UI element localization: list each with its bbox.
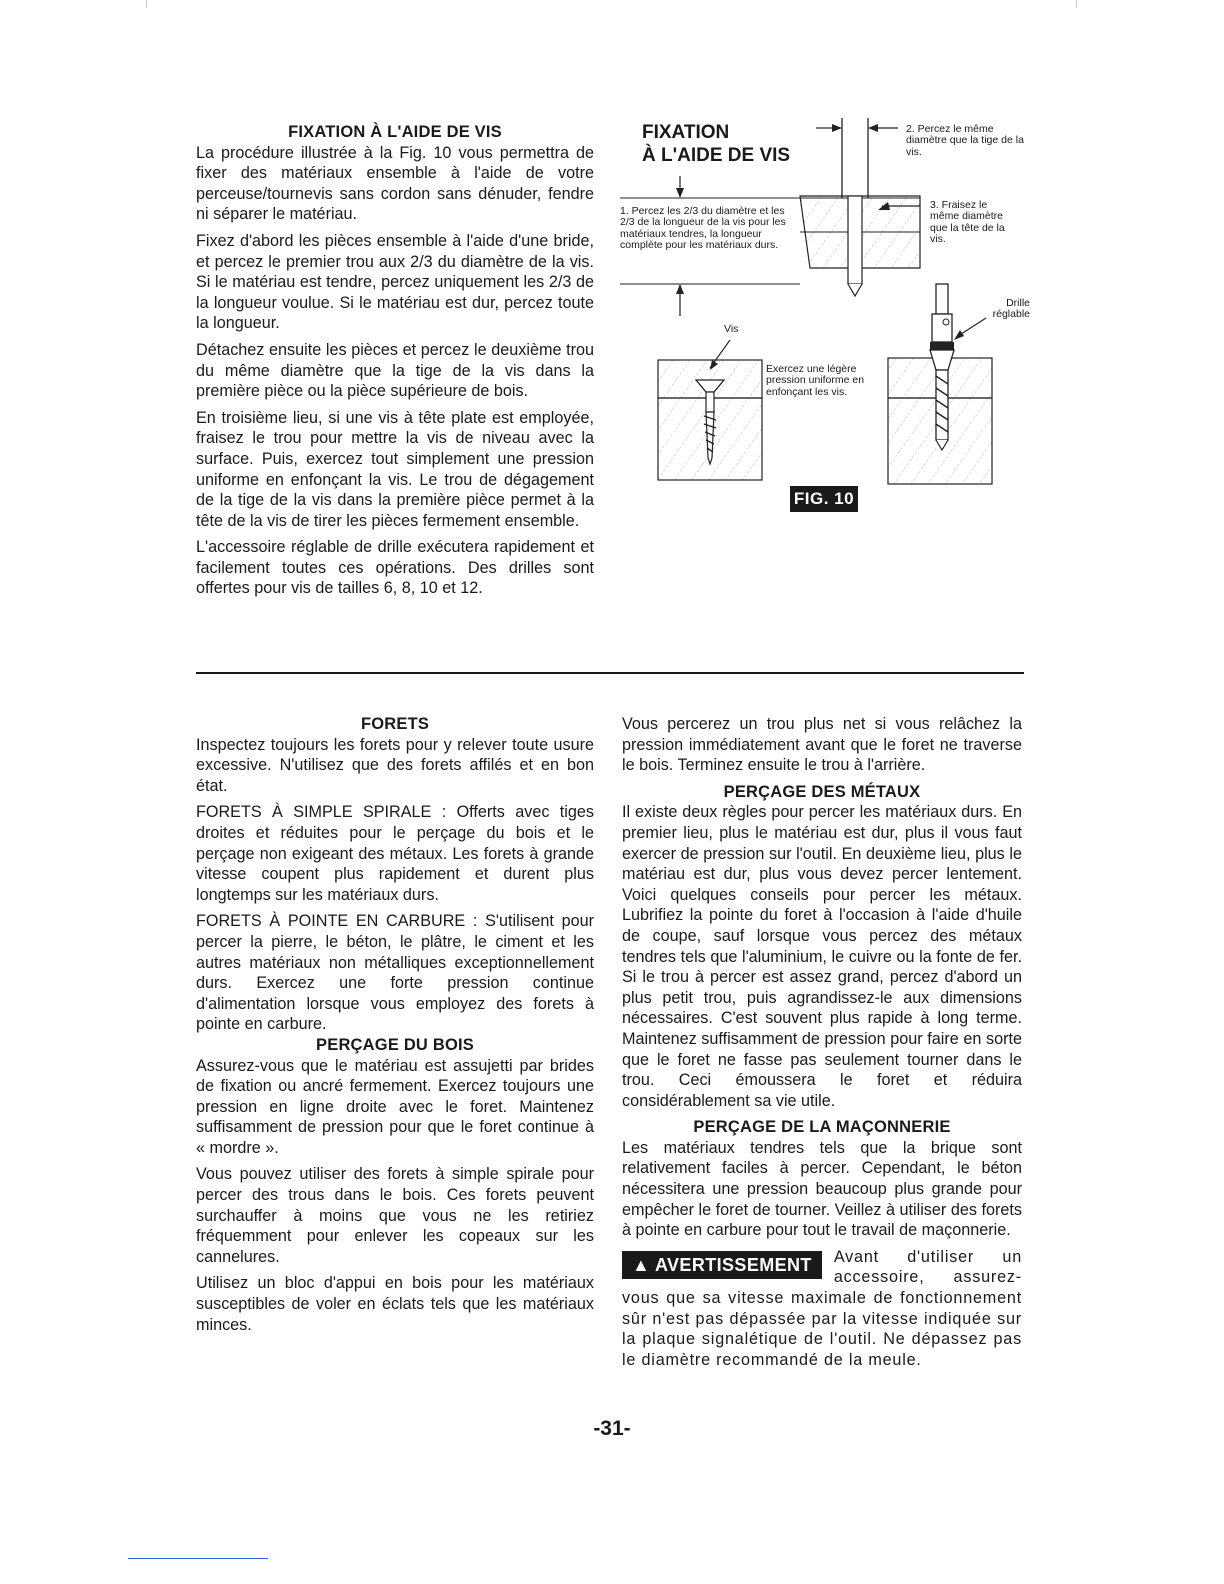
figure-10 xyxy=(620,118,1030,518)
warning-badge: ▲ AVERTISSEMENT xyxy=(622,1251,822,1280)
right-column xyxy=(622,714,1022,1370)
paragraph: Les matériaux tendres tels que la brique sont relativement faciles à percer. Cependant, le béton nécessitera une pression beaucoup plus grande pour empêcher le foret de tourner. Veillez à utiliser des forets à pointe en carbure pour tout le travail de maçonnerie. xyxy=(622,1138,1022,1240)
paragraph: Vous percerez un trou plus net si vous relâchez la pression immédiatement avant que le foret ne traverse le bois. Terminez ensuite le trou à l'arrière. xyxy=(622,715,1022,775)
step2-label: 2. Percez le même diamètre que la tige de la vis. xyxy=(906,123,1024,158)
page-number: -31- xyxy=(593,1417,631,1440)
paragraph: Vous pouvez utiliser des forets à simple spirale pour percer des trous dans le bois. Ces forets peuvent surchauffer à moins que vous ne les retiriez fréquemment pour enlever les copeaux sur les cannelures. xyxy=(196,1165,594,1266)
warning-text: Avant d'utiliser un accessoire, assurez-vous que sa vitesse maximale de fonctionnement sûr n'est pas dépassée par la vitesse indiquée sur la plaque signalétique de l'outil. Ne dépassez pas le diamètre recommandé de la meule. xyxy=(622,1247,1022,1369)
section-heading: FIXATION À L'AIDE DE VIS xyxy=(288,123,502,141)
paragraph: FORETS À SIMPLE SPIRALE : Offerts avec tiges droites et réduites pour le perçage du bois et le perçage non exigeant des métaux. Les forets à grande vitesse coupent plus rapidement et durent plus longtemps sur les matériaux durs. xyxy=(196,803,594,904)
adjustable-drill-label: Drille réglable xyxy=(992,297,1030,321)
paragraph: L'accessoire réglable de drille exécutera rapidement et facilement toutes ces opérations. Des drilles sont offertes pour vis de tailles 6, 8, 10 et 12. xyxy=(196,538,594,598)
figure-title-line2: À L'AIDE DE VIS xyxy=(642,145,791,166)
pilot-hole xyxy=(848,196,862,284)
paragraph: La procédure illustrée à la Fig. 10 vous permettra de fixer des matériaux ensemble à l'aide de votre perceuse/tournevis sans cordon sans dénuder, fendre ni séparer le matériau. xyxy=(196,143,594,224)
section-divider xyxy=(196,672,1024,674)
forets-heading: FORETS xyxy=(360,715,430,733)
wood-drilling-heading: PERÇAGE DU BOIS xyxy=(316,1035,474,1054)
paragraph: Il existe deux règles pour percer les matériaux durs. En premier lieu, plus le matériau est dur, plus il vous faut exercer de pression sur l'outil. En deuxième lieu, plus le matériau est dur, plus vous devez percer lentement. Voici quelques conseils pour percer les métaux. Lubrifiez la pointe du foret à l'occasion à l'aide d'huile de coupe, sauf lorsque vous percez des métaux tendres tels que l'aluminium, le cuivre ou la fonte de fer. Si le trou à percer est assez grand, percez d'abord un plus petit trou, puis agrandissez-le aux dimensions nécessaires. C'est souvent plus rapide à long terme. Maintenez suffisamment de pression pour faire en sorte que le foret ne fasse pas seulement tourner dans le trou. Ceci émoussera le foret et réduira considérablement sa vie utile. xyxy=(622,803,1022,1110)
masonry-drilling-heading: PERÇAGE DE LA MAÇONNERIE xyxy=(693,1118,951,1137)
paragraph: FORETS À POINTE EN CARBURE : S'utilisent pour percer la pierre, le béton, le plâtre, le ciment et les autres matériaux non métalliques exceptionnellement durs. Exercez une forte pression continue d'alimentation lorsque vous employez des forets à pointe en carbure. xyxy=(196,912,594,1034)
step3-label: 3. Fraisez le même diamètre que la tête de la vis. xyxy=(930,199,1005,246)
screw-label: Vis xyxy=(724,323,739,335)
paragraph: En troisième lieu, si une vis à tête plate est employée, fraisez le trou pour mettre la vis de niveau avec la surface. Puis, exercez tout simplement une pression uniforme en enfonçant la vis. Le trou de dégagement de la tige de la vis dans la première pièce permet à la tête de la vis de tirer les pièces fermement ensemble. xyxy=(196,408,594,530)
screw-fixing-illustration xyxy=(620,118,1030,518)
figure-title-line1: FIXATION xyxy=(642,122,730,143)
left-column xyxy=(196,714,594,1341)
screw-fixing-section xyxy=(196,122,594,605)
paragraph: Utilisez un bloc d'appui en bois pour les matériaux susceptibles de voler en éclats tels que les matériaux minces. xyxy=(196,1274,594,1334)
figure-badge: FIG. 10 xyxy=(790,486,858,512)
footer-line xyxy=(128,1558,268,1559)
step1-label: 1. Percez les 2/3 du diamètre et les 2/3 de la longueur de la vis pour les matériaux tendres, la longueur complète pour les matériaux durs. xyxy=(620,205,786,252)
metal-drilling-heading: PERÇAGE DES MÉTAUX xyxy=(723,782,921,801)
warning-block xyxy=(622,1247,1022,1371)
paragraph: Détachez ensuite les pièces et percez le deuxième trou du même diamètre que la tige de la vis dans la première pièce ou la pièce supérieure de bois. xyxy=(196,340,594,401)
crop-mark xyxy=(146,0,147,8)
paragraph: Inspectez toujours les forets pour y relever toute usure excessive. N'utilisez que des forets affilés et en bon état. xyxy=(196,735,594,795)
crop-mark xyxy=(1076,0,1077,8)
paragraph: Fixez d'abord les pièces ensemble à l'aide d'une bride, et percez le premier trou aux 2/3 du diamètre de la vis. Si le matériau est tendre, percez uniquement les 2/3 de la longueur voulue. Si le matériau est dur, percez toute la longueur. xyxy=(196,231,594,333)
pressure-label: Exercez une légère pression uniforme en enfonçant les vis. xyxy=(766,363,865,398)
paragraph: Assurez-vous que le matériau est assujetti par brides de fixation ou ancré fermement. Exercez toujours une pression en ligne droite avec le foret. Maintenez suffisamment de pression pour que le foret continue à « mordre ». xyxy=(196,1056,594,1157)
